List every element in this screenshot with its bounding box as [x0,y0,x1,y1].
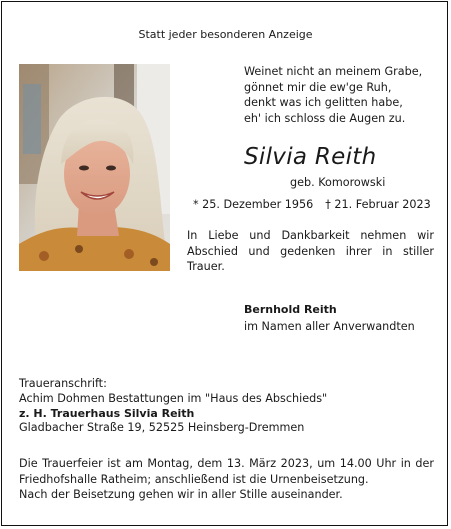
address-line: Gladbacher Straße 19, 52525 Heinsberg-Dremmen [19,421,305,435]
portrait-photo [19,64,170,271]
poem [244,64,444,126]
poem-line: denkt was ich gelitten habe, [244,96,403,109]
funeral-closing: Nach der Beisetzung gehen wir in aller Stille auseinander. [19,488,343,501]
address-line: Achim Dohmen Bestattungen im "Haus des Abschieds" [19,391,328,405]
death-date: † 21. Februar 2023 [325,198,431,211]
life-dates [193,197,431,212]
funeral-text: Die Trauerfeier ist am Montag, dem 13. März 2023, um 14.00 Uhr in der Friedhofshalle Ratheim; anschließend ist die Urnenbeisetzung. [19,457,434,486]
funeral-info [19,456,434,503]
birth-date: * 25. Dezember 1956 [193,198,314,211]
mourning-address [19,377,439,436]
poem-line: eh' ich schloss die Augen zu. [244,111,406,125]
signature-subline: im Namen aller Anverwandten [244,320,415,333]
mourning-text: In Liebe und Dankbarkeit nehmen wir Abschied und gedenken ihrer in stiller Trauer. [187,229,434,273]
poem-line: gönnet mir die ew'ge Ruh, [244,80,392,94]
portrait-photo-icon [19,64,170,271]
address-line: z. H. Trauerhaus Silvia Reith [19,406,195,420]
notice-header: Statt jeder besonderen Anzeige [138,28,313,41]
address-label: Traueranschrift: [19,377,107,390]
deceased-name: Silvia Reith [244,144,377,170]
maiden-name: geb. Komorowski [290,176,386,189]
poem-line: Weinet nicht an meinem Grabe, [244,65,423,78]
signature-name: Bernhold Reith [244,303,337,316]
